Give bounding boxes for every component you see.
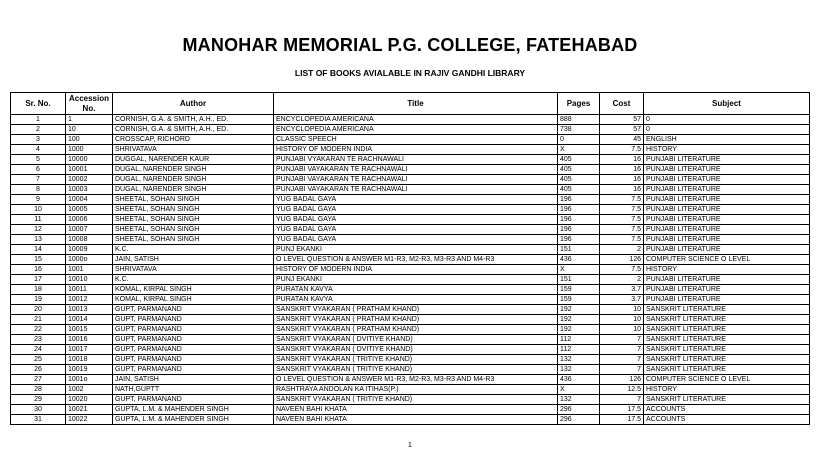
pages-cell: 196 — [558, 225, 600, 235]
title-cell: SANSKRIT VYAKARAN ( DVITIYE KHAND) — [274, 345, 558, 355]
table-row — [11, 155, 810, 165]
author-cell: GUPT, PARMANAND — [113, 325, 274, 335]
subject-cell: SANSKRIT LITERATURE — [644, 355, 810, 365]
table-row — [11, 305, 810, 315]
subject-cell: PUNJABI LITERATURE — [644, 185, 810, 195]
sr-no-cell: 10 — [11, 205, 66, 215]
author-cell: CORNISH, G.A. & SMITH, A.H., ED. — [113, 115, 274, 125]
accession-no-cell: 10 — [66, 125, 113, 135]
subject-cell: PUNJABI LITERATURE — [644, 175, 810, 185]
books-table — [10, 92, 810, 425]
author-cell: SHEETAL, SOHAN SINGH — [113, 235, 274, 245]
cost-cell: 3.7 — [600, 285, 644, 295]
cost-cell: 12.5 — [600, 385, 644, 395]
accession-no-cell: 10013 — [66, 305, 113, 315]
pages-cell: 405 — [558, 155, 600, 165]
title-cell: PUNJABI VAYAKARAN TE RACHNAWALI — [274, 175, 558, 185]
title-cell: PURATAN KAVYA — [274, 295, 558, 305]
cost-cell: 7.5 — [600, 265, 644, 275]
accession-no-cell: 1001o — [66, 375, 113, 385]
subject-cell: HISTORY — [644, 265, 810, 275]
author-cell: GUPT, PARMANAND — [113, 365, 274, 375]
subject-cell: PUNJABI LITERATURE — [644, 285, 810, 295]
author-cell: GUPT, PARMANAND — [113, 315, 274, 325]
title-cell: SANSKRIT VYAKARAN ( DVITIYE KHAND) — [274, 335, 558, 345]
cost-cell: 10 — [600, 325, 644, 335]
title-cell: YUG BADAL GAYA — [274, 235, 558, 245]
accession-no-cell: 10012 — [66, 295, 113, 305]
table-row — [11, 335, 810, 345]
cost-cell: 7 — [600, 355, 644, 365]
author-cell: KOMAL, KIRPAL SINGH — [113, 285, 274, 295]
author-cell: GUPT, PARMANAND — [113, 355, 274, 365]
accession-no-cell: 10003 — [66, 185, 113, 195]
title-cell: PUNJABI VYAKARAN TE RACHNAWALI — [274, 155, 558, 165]
pages-cell: 196 — [558, 205, 600, 215]
subject-cell: PUNJABI LITERATURE — [644, 295, 810, 305]
author-cell: CORNISH, G.A. & SMITH, A.H., ED. — [113, 125, 274, 135]
sr-no-cell: 22 — [11, 325, 66, 335]
subject-cell: COMPUTER SCIENCE O LEVEL — [644, 255, 810, 265]
pages-cell: 112 — [558, 335, 600, 345]
table-row — [11, 185, 810, 195]
sr-no-cell: 24 — [11, 345, 66, 355]
table-row — [11, 355, 810, 365]
table-row — [11, 265, 810, 275]
author-cell: NATH,GUPTT — [113, 385, 274, 395]
author-cell: JAIN, SATISH — [113, 255, 274, 265]
books-table-body — [11, 115, 810, 425]
author-cell: SHEETAL, SOHAN SINGH — [113, 215, 274, 225]
pages-cell: 405 — [558, 165, 600, 175]
pages-cell: X — [558, 265, 600, 275]
author-cell: GUPT, PARMANAND — [113, 345, 274, 355]
accession-no-cell: 10000 — [66, 155, 113, 165]
pages-cell: 192 — [558, 305, 600, 315]
table-row — [11, 245, 810, 255]
table-row — [11, 175, 810, 185]
cost-cell: 16 — [600, 165, 644, 175]
title-cell: SANSKRIT VYAKARAN ( PRATHAM KHAND) — [274, 325, 558, 335]
cost-cell: 3.7 — [600, 295, 644, 305]
table-row — [11, 205, 810, 215]
title-cell: PUNJABI VAYAKARAN TE RACHNAWALI — [274, 165, 558, 175]
table-row — [11, 315, 810, 325]
accession-no-cell: 10020 — [66, 395, 113, 405]
pages-cell: 151 — [558, 245, 600, 255]
author-cell: SHEETAL, SOHAN SINGH — [113, 225, 274, 235]
author-cell: K.C. — [113, 275, 274, 285]
cost-cell: 7 — [600, 395, 644, 405]
title-cell: PURATAN KAVYA — [274, 285, 558, 295]
sr-no-cell: 4 — [11, 145, 66, 155]
title-cell: O LEVEL QUESTION & ANSWER M1-R3, M2-R3, M3-R3 AND M4-R3 — [274, 375, 558, 385]
table-row — [11, 195, 810, 205]
title-cell: NAVEEN BAHI KHATA — [274, 405, 558, 415]
sr-no-cell: 8 — [11, 185, 66, 195]
pages-cell: 192 — [558, 325, 600, 335]
pages-cell: 888 — [558, 115, 600, 125]
author-cell: SHEETAL, SOHAN SINGH — [113, 195, 274, 205]
accession-no-cell: 10017 — [66, 345, 113, 355]
cost-cell: 10 — [600, 315, 644, 325]
subject-cell: PUNJABI LITERATURE — [644, 205, 810, 215]
subject-cell: PUNJABI LITERATURE — [644, 165, 810, 175]
sr-no-cell: 1 — [11, 115, 66, 125]
accession-no-cell: 1000o — [66, 255, 113, 265]
table-row — [11, 255, 810, 265]
subject-cell: PUNJABI LITERATURE — [644, 155, 810, 165]
author-cell: DUGAL, NARENDER SINGH — [113, 175, 274, 185]
cost-cell: 7.5 — [600, 145, 644, 155]
title-cell: SANSKRIT VYAKARAN ( TRITIYE KHAND) — [274, 365, 558, 375]
cost-cell: 7.5 — [600, 205, 644, 215]
table-row — [11, 135, 810, 145]
table-row — [11, 165, 810, 175]
table-row — [11, 115, 810, 125]
accession-no-cell: 10002 — [66, 175, 113, 185]
title-cell: RASHTRAYA ANDOLAN KA ITIHAS(P.) — [274, 385, 558, 395]
accession-no-cell: 10016 — [66, 335, 113, 345]
table-row — [11, 125, 810, 135]
pages-cell: 196 — [558, 195, 600, 205]
title-cell: NAVEEN BAHI KHATA — [274, 415, 558, 425]
subject-cell: ACCOUNTS — [644, 415, 810, 425]
pages-cell: 159 — [558, 285, 600, 295]
cost-cell: 17.5 — [600, 405, 644, 415]
sr-no-cell: 14 — [11, 245, 66, 255]
accession-no-cell: 10021 — [66, 405, 113, 415]
title-cell: PUNJABI VAYAKARAN TE RACHNAWALI — [274, 185, 558, 195]
subject-cell: SANSKRIT LITERATURE — [644, 305, 810, 315]
cost-cell: 7.5 — [600, 235, 644, 245]
sr-no-cell: 3 — [11, 135, 66, 145]
page-number: 1 — [408, 442, 412, 449]
sr-no-cell: 13 — [11, 235, 66, 245]
subject-cell: PUNJABI LITERATURE — [644, 235, 810, 245]
pages-cell: 0 — [558, 135, 600, 145]
accession-no-cell: 10008 — [66, 235, 113, 245]
title-cell: PUNJ EKANKI — [274, 275, 558, 285]
accession-no-cell: 1000 — [66, 145, 113, 155]
cost-cell: 2 — [600, 245, 644, 255]
pages-cell: 132 — [558, 395, 600, 405]
pages-cell: X — [558, 385, 600, 395]
title-cell: CLASSIC SPEECH — [274, 135, 558, 145]
table-row — [11, 385, 810, 395]
table-row — [11, 365, 810, 375]
table-row — [11, 285, 810, 295]
column-header-title: Title — [274, 93, 558, 115]
title-cell: HISTORY OF MODERN INDIA — [274, 265, 558, 275]
sr-no-cell: 19 — [11, 295, 66, 305]
subject-cell: SANSKRIT LITERATURE — [644, 365, 810, 375]
title-cell: YUG BADAL GAYA — [274, 205, 558, 215]
title-cell: O LEVEL QUESTION & ANSWER M1-R3, M2-R3, M3-R3 AND M4-R3 — [274, 255, 558, 265]
sr-no-cell: 26 — [11, 365, 66, 375]
cost-cell: 57 — [600, 125, 644, 135]
sr-no-cell: 29 — [11, 395, 66, 405]
accession-no-cell: 10015 — [66, 325, 113, 335]
sr-no-cell: 15 — [11, 255, 66, 265]
cost-cell: 57 — [600, 115, 644, 125]
author-cell: GUPTA, L.M. & MAHENDER SINGH — [113, 415, 274, 425]
accession-no-cell: 10006 — [66, 215, 113, 225]
title-cell: SANSKRIT VYAKARAN ( TRITIYE KHAND) — [274, 395, 558, 405]
page-title: MANOHAR MEMORIAL P.G. COLLEGE, FATEHABAD — [182, 35, 638, 55]
title-cell: YUG BADAL GAYA — [274, 195, 558, 205]
sr-no-cell: 16 — [11, 265, 66, 275]
pages-cell: 132 — [558, 355, 600, 365]
table-row — [11, 215, 810, 225]
author-cell: GUPT, PARMANAND — [113, 335, 274, 345]
pages-cell: 132 — [558, 365, 600, 375]
author-cell: GUPT, PARMANAND — [113, 305, 274, 315]
column-header-pages: Pages — [558, 93, 600, 115]
author-cell: K.C. — [113, 245, 274, 255]
pages-cell: 151 — [558, 275, 600, 285]
table-row — [11, 295, 810, 305]
cost-cell: 16 — [600, 185, 644, 195]
cost-cell: 126 — [600, 375, 644, 385]
pages-cell: 196 — [558, 215, 600, 225]
sr-no-cell: 28 — [11, 385, 66, 395]
subject-cell: PUNJABI LITERATURE — [644, 215, 810, 225]
table-row — [11, 375, 810, 385]
sr-no-cell: 7 — [11, 175, 66, 185]
sr-no-cell: 30 — [11, 405, 66, 415]
subject-cell: 0 — [644, 125, 810, 135]
accession-no-cell: 1001 — [66, 265, 113, 275]
title-cell: SANSKRIT VYAKARAN ( PRATHAM KHAND) — [274, 315, 558, 325]
title-cell: YUG BADAL GAYA — [274, 215, 558, 225]
subject-cell: HISTORY — [644, 385, 810, 395]
accession-no-cell: 10011 — [66, 285, 113, 295]
sr-no-cell: 20 — [11, 305, 66, 315]
accession-no-cell: 1 — [66, 115, 113, 125]
pages-cell: 296 — [558, 405, 600, 415]
pages-cell: X — [558, 145, 600, 155]
subject-cell: COMPUTER SCIENCE O LEVEL — [644, 375, 810, 385]
accession-no-cell: 100 — [66, 135, 113, 145]
cost-cell: 7 — [600, 345, 644, 355]
sr-no-cell: 21 — [11, 315, 66, 325]
table-row — [11, 395, 810, 405]
table-row — [11, 275, 810, 285]
pages-cell: 436 — [558, 375, 600, 385]
author-cell: JAIN, SATISH — [113, 375, 274, 385]
sr-no-cell: 9 — [11, 195, 66, 205]
subject-cell: ACCOUNTS — [644, 405, 810, 415]
cost-cell: 2 — [600, 275, 644, 285]
accession-no-cell: 10001 — [66, 165, 113, 175]
title-cell: SANSKRIT VYAKARAN ( TRITIYE KHAND) — [274, 355, 558, 365]
sr-no-cell: 18 — [11, 285, 66, 295]
pages-cell: 192 — [558, 315, 600, 325]
sr-no-cell: 6 — [11, 165, 66, 175]
column-header-author: Author — [113, 93, 274, 115]
accession-no-cell: 10022 — [66, 415, 113, 425]
title-cell: ENCYCLOPEDIA AMERICANA — [274, 115, 558, 125]
sr-no-cell: 5 — [11, 155, 66, 165]
table-row — [11, 345, 810, 355]
subject-cell: SANSKRIT LITERATURE — [644, 345, 810, 355]
cost-cell: 10 — [600, 305, 644, 315]
accession-no-cell: 10007 — [66, 225, 113, 235]
cost-cell: 16 — [600, 155, 644, 165]
accession-no-cell: 10019 — [66, 365, 113, 375]
subject-cell: SANSKRIT LITERATURE — [644, 325, 810, 335]
accession-no-cell: 10009 — [66, 245, 113, 255]
author-cell: SHRIVATAVA — [113, 265, 274, 275]
table-row — [11, 225, 810, 235]
cost-cell: 17.5 — [600, 415, 644, 425]
table-row — [11, 235, 810, 245]
table-row — [11, 405, 810, 415]
pages-cell: 196 — [558, 235, 600, 245]
column-header-subject: Subject — [644, 93, 810, 115]
title-cell: SANSKRIT VYAKARAN ( PRATHAM KHAND) — [274, 305, 558, 315]
author-cell: CROSSCAP, RICHORD — [113, 135, 274, 145]
subject-cell: 0 — [644, 115, 810, 125]
sr-no-cell: 31 — [11, 415, 66, 425]
page-subtitle: LIST OF BOOKS AVIALABLE IN RAJIV GANDHI LIBRARY — [294, 68, 526, 78]
sr-no-cell: 25 — [11, 355, 66, 365]
pages-cell: 159 — [558, 295, 600, 305]
accession-no-cell: 10004 — [66, 195, 113, 205]
pages-cell: 296 — [558, 415, 600, 425]
pages-cell: 436 — [558, 255, 600, 265]
column-header-sr-no: Sr. No. — [11, 93, 66, 115]
subject-cell: PUNJABI LITERATURE — [644, 195, 810, 205]
sr-no-cell: 11 — [11, 215, 66, 225]
pages-cell: 112 — [558, 345, 600, 355]
sr-no-cell: 12 — [11, 225, 66, 235]
column-header-accession-no: Accession No. — [66, 93, 113, 115]
title-cell: HISTORY OF MODERN INDIA — [274, 145, 558, 155]
author-cell: KOMAL, KIRPAL SINGH — [113, 295, 274, 305]
table-row — [11, 415, 810, 425]
accession-no-cell: 1002 — [66, 385, 113, 395]
cost-cell: 126 — [600, 255, 644, 265]
accession-no-cell: 10005 — [66, 205, 113, 215]
author-cell: DUGAL, NARENDER SINGH — [113, 165, 274, 175]
sr-no-cell: 23 — [11, 335, 66, 345]
author-cell: DUGGAL, NARENDER KAUR — [113, 155, 274, 165]
column-header-cost: Cost — [600, 93, 644, 115]
table-row — [11, 145, 810, 155]
subject-cell: SANSKRIT LITERATURE — [644, 335, 810, 345]
author-cell: SHRIVATAVA — [113, 145, 274, 155]
subject-cell: SANSKRIT LITERATURE — [644, 315, 810, 325]
author-cell: SHEETAL, SOHAN SINGH — [113, 205, 274, 215]
author-cell: GUPTA, L.M. & MAHENDER SINGH — [113, 405, 274, 415]
subject-cell: PUNJABI LITERATURE — [644, 275, 810, 285]
cost-cell: 7 — [600, 335, 644, 345]
table-header-row — [11, 93, 810, 115]
title-cell: YUG BADAL GAYA — [274, 225, 558, 235]
title-cell: ENCYCLOPEDIA AMERICANA — [274, 125, 558, 135]
author-cell: GUPT, PARMANAND — [113, 395, 274, 405]
subject-cell: PUNJABI LITERATURE — [644, 225, 810, 235]
cost-cell: 7.5 — [600, 195, 644, 205]
sr-no-cell: 27 — [11, 375, 66, 385]
cost-cell: 16 — [600, 175, 644, 185]
pages-cell: 405 — [558, 185, 600, 195]
author-cell: DUGAL, NARENDER SINGH — [113, 185, 274, 195]
subject-cell: PUNJABI LITERATURE — [644, 245, 810, 255]
cost-cell: 7.5 — [600, 215, 644, 225]
accession-no-cell: 10014 — [66, 315, 113, 325]
sr-no-cell: 2 — [11, 125, 66, 135]
accession-no-cell: 10018 — [66, 355, 113, 365]
subject-cell: HISTORY — [644, 145, 810, 155]
cost-cell: 7.5 — [600, 225, 644, 235]
cost-cell: 7 — [600, 365, 644, 375]
sr-no-cell: 17 — [11, 275, 66, 285]
title-cell: PUNJ EKANKI — [274, 245, 558, 255]
cost-cell: 45 — [600, 135, 644, 145]
subject-cell: ENGLISH — [644, 135, 810, 145]
pages-cell: 738 — [558, 125, 600, 135]
pages-cell: 405 — [558, 175, 600, 185]
table-row — [11, 325, 810, 335]
accession-no-cell: 10010 — [66, 275, 113, 285]
subject-cell: SANSKRIT LITERATURE — [644, 395, 810, 405]
